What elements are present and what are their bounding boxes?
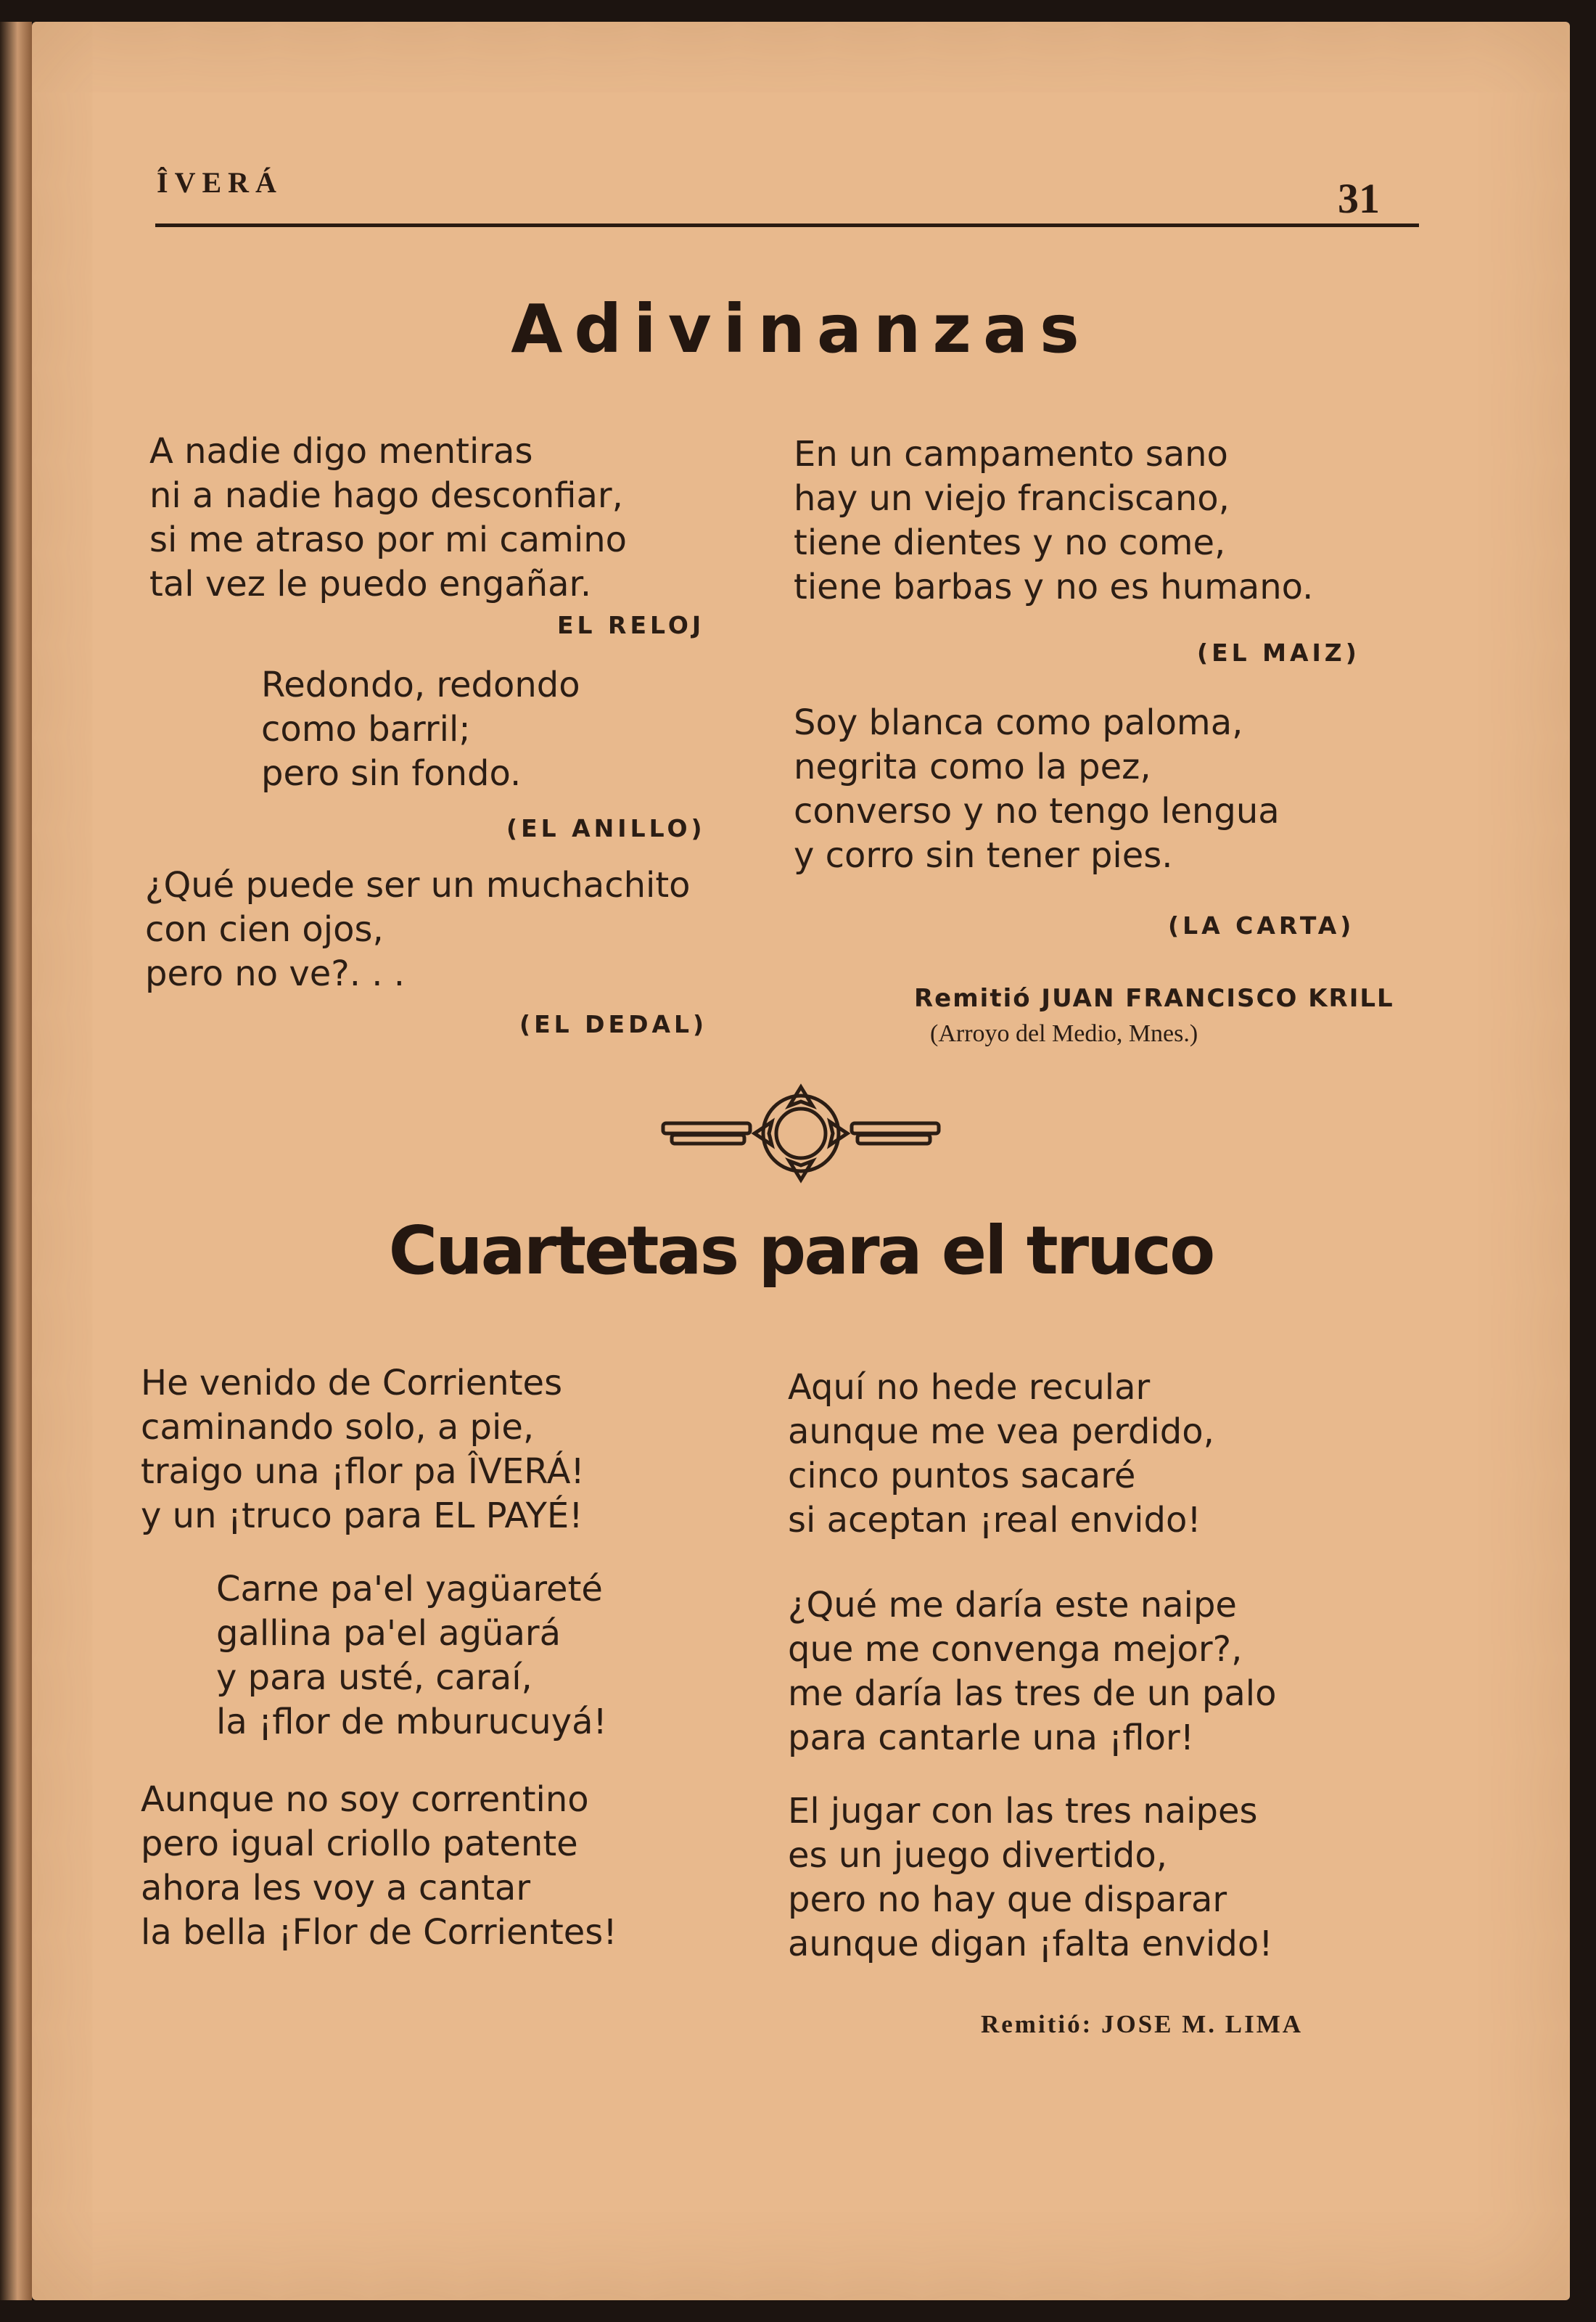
verse-line: tiene dientes y no come,	[794, 522, 1226, 563]
riddle-4-answer: (EL MAIZ)	[1197, 639, 1360, 667]
cuartetas-credit: Remitió: JOSE M. LIMA	[981, 2010, 1304, 2038]
verse-line: para cantarle una ¡flor!	[788, 1718, 1194, 1758]
cuarteta-2-verse	[216, 1567, 607, 1744]
verse-line: tal vez le puedo engañar.	[149, 564, 592, 604]
verse-line: y corro sin tener pies.	[794, 835, 1173, 876]
verse-line: ¿Qué me daría este naipe	[788, 1585, 1237, 1625]
page-number: 31	[1338, 175, 1380, 222]
verse-line: ni a nadie hago desconfiar,	[149, 475, 623, 516]
verse-line: aunque digan ¡falta envido!	[788, 1924, 1273, 1964]
verse-line: En un campamento sano	[794, 434, 1228, 475]
verse-line: converso y no tengo lengua	[794, 791, 1280, 832]
verse-line: El jugar con las tres naipes	[788, 1791, 1258, 1831]
adivinanzas-credit: Remitió JUAN FRANCISCO KRILL	[914, 984, 1394, 1013]
verse-line: pero sin fondo.	[261, 753, 522, 794]
riddle-5-answer: (LA CARTA)	[1168, 911, 1355, 940]
verse-line: que me convenga mejor?,	[788, 1629, 1243, 1670]
riddle-4-verse	[794, 432, 1313, 610]
book-spine	[0, 22, 32, 2300]
magazine-title: ÎVERÁ	[157, 166, 283, 199]
verse-line: traigo una ¡flor pa ÎVERÁ!	[141, 1451, 585, 1492]
verse-line: tiene barbas y no es humano.	[794, 567, 1314, 607]
verse-line: si aceptan ¡real envido!	[788, 1500, 1201, 1541]
verse-line: Redondo, redondo	[261, 665, 580, 705]
verse-line: es un juego divertido,	[788, 1835, 1168, 1876]
verse-line: pero no hay que disparar	[788, 1879, 1227, 1920]
verse-line: con cien ojos,	[145, 909, 384, 950]
verse-line: como barril;	[261, 709, 471, 750]
riddle-2-answer: (EL ANILLO)	[506, 814, 706, 842]
magazine-page	[32, 22, 1570, 2300]
verse-line: ¿Qué puede ser un muchachito	[145, 865, 691, 906]
cuarteta-4-verse	[788, 1366, 1214, 1543]
cuarteta-5-verse	[788, 1583, 1276, 1760]
verse-line: caminando solo, a pie,	[141, 1407, 535, 1448]
cuarteta-1-verse	[141, 1361, 585, 1538]
verse-line: y un ¡truco para EL PAYÉ!	[141, 1496, 583, 1536]
verse-line: la ¡flor de mburucuyá!	[216, 1702, 607, 1742]
riddle-1-answer: EL RELOJ	[557, 611, 705, 639]
cuarteta-3-verse	[141, 1778, 617, 1955]
verse-line: me daría las tres de un palo	[788, 1673, 1277, 1714]
cuartetas-title: Cuartetas para el truco	[388, 1212, 1214, 1289]
riddle-1-verse	[149, 430, 627, 607]
verse-line: A nadie digo mentiras	[149, 431, 533, 472]
verse-line: Aquí no hede recular	[788, 1367, 1151, 1408]
verse-line: pero no ve?. . .	[145, 953, 406, 994]
verse-line: hay un viejo franciscano,	[794, 478, 1230, 519]
cuarteta-6-verse	[788, 1789, 1272, 1966]
verse-line: Soy blanca como paloma,	[794, 702, 1243, 743]
verse-line: Carne pa'el yagüareté	[216, 1569, 603, 1609]
verse-line: gallina pa'el agüará	[216, 1613, 562, 1654]
verse-line: la bella ¡Flor de Corrientes!	[141, 1912, 617, 1953]
riddle-3-verse	[145, 863, 691, 996]
ornament-divider	[656, 1081, 946, 1190]
verse-line: y para usté, caraí,	[216, 1657, 532, 1698]
riddle-2-verse	[261, 663, 580, 796]
verse-line: He venido de Corrientes	[141, 1363, 563, 1403]
adivinanzas-title: Adivinanzas	[511, 290, 1091, 368]
verse-line: aunque me vea perdido,	[788, 1411, 1214, 1452]
verse-line: si me atraso por mi camino	[149, 520, 628, 560]
riddle-5-verse	[794, 701, 1280, 878]
verse-line: Aunque no soy correntino	[141, 1779, 589, 1820]
verse-line: negrita como la pez,	[794, 747, 1151, 787]
verse-line: ahora les voy a cantar	[141, 1868, 531, 1908]
header-rule	[155, 223, 1419, 227]
verse-line: pero igual criollo patente	[141, 1823, 578, 1864]
riddle-3-answer: (EL DEDAL)	[519, 1010, 708, 1038]
verse-line: cinco puntos sacaré	[788, 1456, 1136, 1496]
adivinanzas-credit-place: (Arroyo del Medio, Mnes.)	[930, 1020, 1198, 1047]
